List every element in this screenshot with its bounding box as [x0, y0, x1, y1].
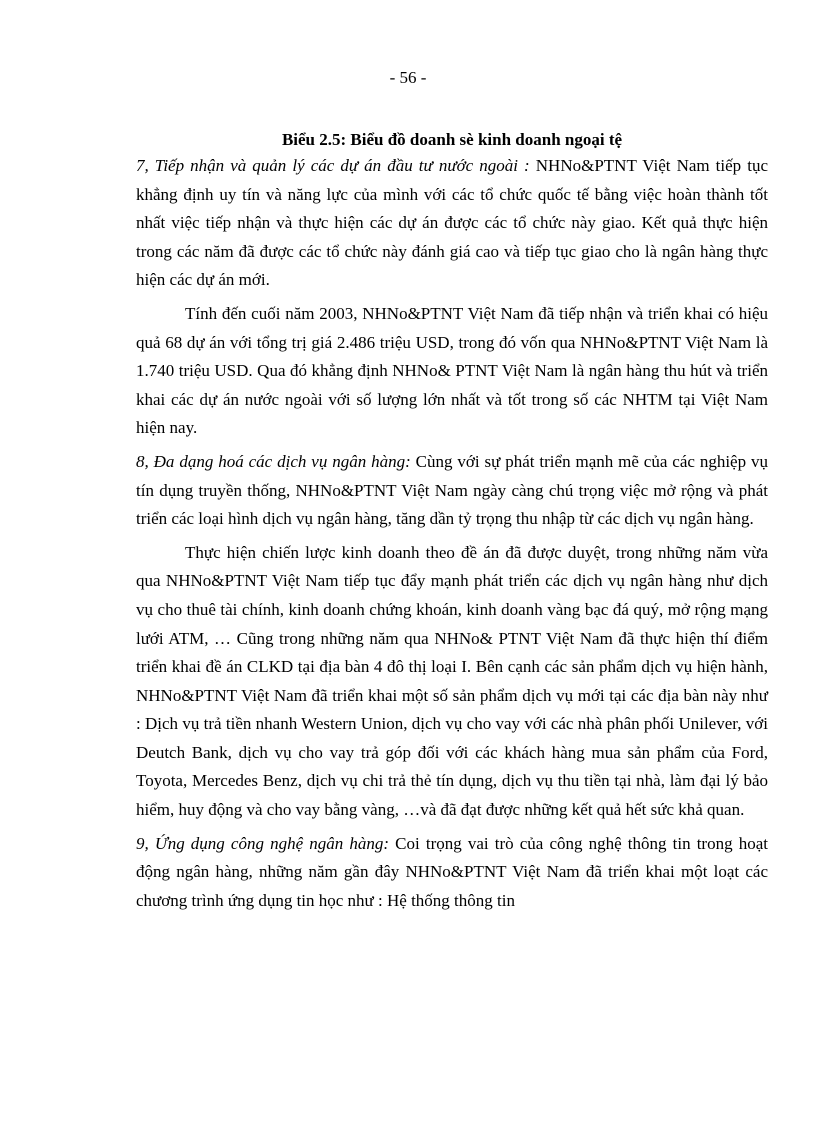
chart-caption: Biểu 2.5: Biểu đồ doanh sè kinh doanh ngoại tệ	[281, 130, 623, 149]
section-7-body: NHNo&PTNT Việt Nam tiếp tục khẳng định uy tín và năng lực của mình với các tổ chức quốc tế bằng việc hoàn thành tốt nhất việc tiếp nhận và thực hiện các dự án được các tổ chức này giao. Kết quả thực hiện trong các năm đã được các tổ chức này đánh giá cao và tiếp tục giao cho là ngân hàng thực hiện các dự án mới.	[136, 156, 768, 290]
page-number: - 56 -	[389, 68, 427, 87]
paragraph-section-8-continued: Thực hiện chiến lược kinh doanh theo đề án đã được duyệt, trong những năm vừa qua NHNo&PTNT Việt Nam tiếp tục đẩy mạnh phát triển các dịch vụ ngân hàng như dịch vụ cho thuê tài chính, kinh doanh chứng khoán, kinh doanh vàng bạc đá quý, mở rộng mạng lưới ATM, … Cũng trong những năm qua NHNo& PTNT Việt Nam đã thực hiện thí điểm triển khai đề án CLKD tại địa bàn 4 đô thị loại I. Bên cạnh các sản phẩm dịch vụ hiện hành, NHNo&PTNT Việt Nam đã triển khai một số sản phẩm dịch vụ mới tại các địa bàn này như : Dịch vụ trả tiền nhanh Western Union, dịch vụ cho vay với các nhà phân phối Unilever, với Deutch Bank, dịch vụ cho vay trả góp đối với các khách hàng mua sản phẩm của Ford, Toyota, Mercedes Benz, dịch vụ chi trả thẻ tín dụng, dịch vụ thu tiền tại nhà, làm đại lý bảo hiểm, huy động và cho vay bằng vàng, …và đã đạt được những kết quả hết sức khả quan.	[136, 542, 768, 820]
paragraph-section-7-continued: Tính đến cuối năm 2003, NHNo&PTNT Việt Nam đã tiếp nhận và triển khai có hiệu quả 68 dự án với tổng trị giá 2.486 triệu USD, trong đó vốn qua NHNo&PTNT Việt Nam là 1.740 triệu USD. Qua đó khẳng định NHNo& PTNT Việt Nam là ngân hàng thu hút và triển khai các dự án nước ngoài với số lượng lớn nhất và tốt trong số các NHTM tại Việt Nam hiện nay.	[136, 303, 768, 438]
section-7-heading: 7, Tiếp nhận và quản lý các dự án đầu tư nước ngoài :	[136, 156, 530, 175]
paragraph-section-7	[136, 152, 768, 295]
paragraph-section-8	[136, 448, 768, 534]
section-9-body: Coi trọng vai trò của công nghệ thông tin trong hoạt động ngân hàng, những năm gần đây NHNo&PTNT Việt Nam đã triển khai một loạt các chương trình ứng dụng tin học như : Hệ thống thông tin	[136, 833, 768, 910]
section-8-body: Cùng với sự phát triển mạnh mẽ của các nghiệp vụ tín dụng truyền thống, NHNo&PTNT Việt Nam ngày càng chú trọng việc mở rộng và phát triển các loại hình dịch vụ ngân hàng, tăng dần tỷ trọng thu nhập từ các dịch vụ ngân hàng.	[136, 451, 768, 529]
section-9-heading: 9, Ứng dụng công nghệ ngân hàng:	[136, 833, 390, 853]
paragraph-section-9	[136, 830, 768, 916]
section-8-heading: 8, Đa dạng hoá các dịch vụ ngân hàng:	[136, 451, 411, 471]
page-content	[136, 128, 768, 920]
